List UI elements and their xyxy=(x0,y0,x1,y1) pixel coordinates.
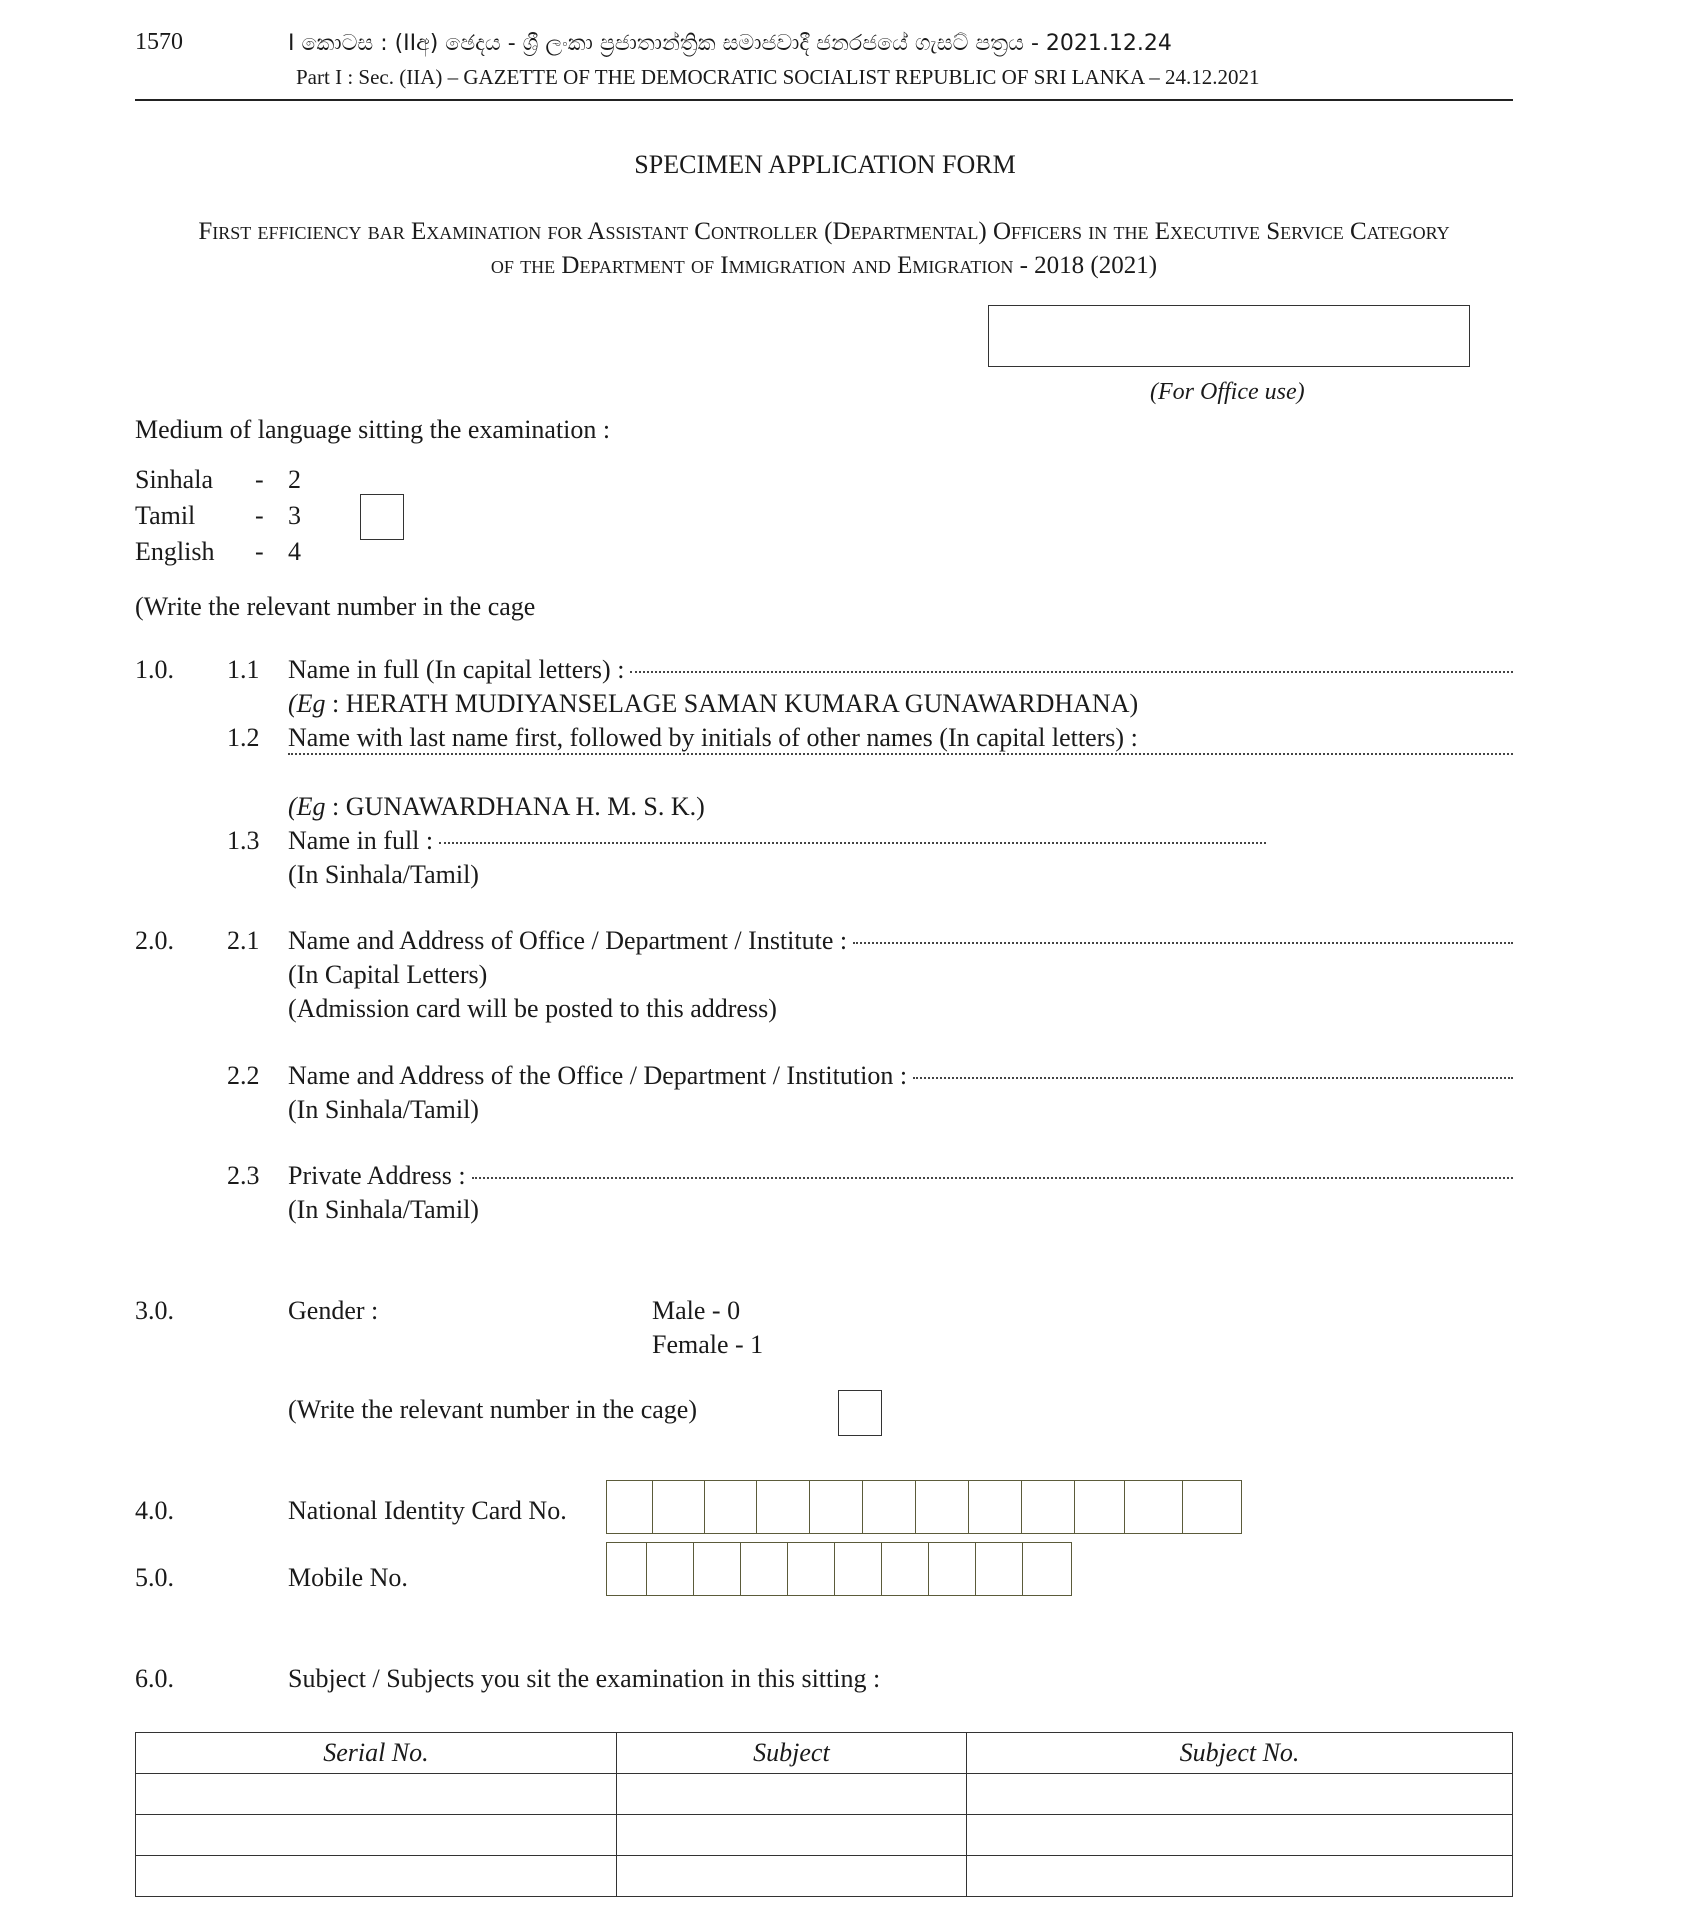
name-full-sinhala-field[interactable] xyxy=(288,826,1266,856)
mobile-cell[interactable] xyxy=(741,1543,788,1595)
dotted-line xyxy=(630,671,1513,673)
medium-option-dash: - xyxy=(255,537,264,566)
item-number: 2.3 xyxy=(227,1161,260,1190)
name-full-capitals-field[interactable] xyxy=(288,655,1513,685)
mobile-cell[interactable] xyxy=(929,1543,976,1595)
medium-option-code: 2 xyxy=(288,465,301,494)
section-number: 1.0. xyxy=(135,655,174,684)
medium-option-name: Sinhala xyxy=(135,465,213,494)
column-header-subject: Subject xyxy=(616,1733,966,1774)
nic-input-cells[interactable] xyxy=(606,1480,1242,1534)
medium-instruction: (Write the relevant number in the cage xyxy=(135,592,536,621)
item-number: 2.1 xyxy=(227,926,260,955)
header-english-line: Part I : Sec. (IIA) – GAZETTE OF THE DEMOCRATIC SOCIALIST REPUBLIC OF SRI LANKA – 24.12.2021 xyxy=(296,65,1260,89)
serial-no-cell[interactable] xyxy=(136,1774,617,1815)
gender-option-female: Female - 1 xyxy=(652,1330,764,1359)
medium-option-code: 4 xyxy=(288,537,301,566)
private-address-label: Private Address : xyxy=(288,1161,466,1190)
mobile-cell[interactable] xyxy=(647,1543,694,1595)
subjects-label: Subject / Subjects you sit the examination in this sitting : xyxy=(288,1664,881,1693)
private-address-field[interactable] xyxy=(288,1161,1513,1191)
mobile-cell[interactable] xyxy=(1023,1543,1071,1595)
nic-cell[interactable] xyxy=(705,1481,757,1533)
dotted-line xyxy=(853,942,1513,944)
note-text: (In Sinhala/Tamil) xyxy=(288,860,479,889)
item-number: 1.1 xyxy=(227,655,260,684)
column-header-subject-no: Subject No. xyxy=(967,1733,1513,1774)
office-use-label: (For Office use) xyxy=(1150,379,1305,405)
mobile-cell[interactable] xyxy=(788,1543,835,1595)
name-full-capitals-label: Name in full (In capital letters) : xyxy=(288,655,625,684)
serial-no-cell[interactable] xyxy=(136,1815,617,1856)
nic-cell[interactable] xyxy=(653,1481,705,1533)
mobile-cell[interactable] xyxy=(835,1543,882,1595)
form-subtitle-line1: First efficiency bar Examination for Assistant Controller (Departmental) Officers in the Executive Service Category xyxy=(198,218,1450,245)
dotted-line xyxy=(913,1077,1513,1079)
medium-label: Medium of language sitting the examination : xyxy=(135,415,611,444)
dotted-line xyxy=(439,842,1266,844)
dotted-line xyxy=(472,1177,1513,1179)
name-full-sinhala-label: Name in full : xyxy=(288,826,434,855)
nic-cell[interactable] xyxy=(607,1481,653,1533)
office-address-capitals-field[interactable] xyxy=(288,926,1513,956)
mobile-label: Mobile No. xyxy=(288,1563,408,1592)
section-number: 3.0. xyxy=(135,1296,174,1325)
nic-cell[interactable] xyxy=(757,1481,810,1533)
column-header-serial-no: Serial No. xyxy=(136,1733,617,1774)
subject-no-cell[interactable] xyxy=(967,1815,1513,1856)
medium-option-name: Tamil xyxy=(135,501,196,530)
table-row xyxy=(136,1774,1513,1815)
header-rule xyxy=(135,99,1513,101)
table-header-row xyxy=(136,1733,1513,1774)
gender-instruction: (Write the relevant number in the cage) xyxy=(288,1395,697,1424)
nic-cell[interactable] xyxy=(863,1481,916,1533)
office-use-box[interactable] xyxy=(988,305,1470,367)
medium-option-name: English xyxy=(135,537,215,566)
section-number: 2.0. xyxy=(135,926,174,955)
medium-cage[interactable] xyxy=(360,494,404,540)
nic-cell[interactable] xyxy=(810,1481,863,1533)
subject-cell[interactable] xyxy=(616,1815,966,1856)
item-number: 1.2 xyxy=(227,723,260,752)
table-row xyxy=(136,1856,1513,1897)
note-text: (In Capital Letters) xyxy=(288,960,488,989)
subject-no-cell[interactable] xyxy=(967,1774,1513,1815)
subject-cell[interactable] xyxy=(616,1774,966,1815)
mobile-cell[interactable] xyxy=(694,1543,741,1595)
office-address-sinhala-field[interactable] xyxy=(288,1061,1513,1091)
nic-cell[interactable] xyxy=(1125,1481,1183,1533)
gender-option-male: Male - 0 xyxy=(652,1296,741,1325)
form-subtitle-line2: of the Department of Immigration and Emigration - 2018 (2021) xyxy=(490,252,1158,279)
serial-no-cell[interactable] xyxy=(136,1856,617,1897)
page-number: 1570 xyxy=(135,29,183,55)
medium-option-dash: - xyxy=(255,501,264,530)
mobile-cell[interactable] xyxy=(976,1543,1023,1595)
dotted-line xyxy=(288,753,1513,755)
subject-no-cell[interactable] xyxy=(967,1856,1513,1897)
note-text: (Admission card will be posted to this address) xyxy=(288,994,777,1023)
nic-cell[interactable] xyxy=(1022,1481,1075,1533)
note-text: (In Sinhala/Tamil) xyxy=(288,1195,479,1224)
example-text: (Eg : HERATH MUDIYANSELAGE SAMAN KUMARA GUNAWARDHANA) xyxy=(288,689,1139,718)
header-sinhala-line: I කොටස : (IIඅ) ඡෙදය - ශ්‍රී ලංකා ප්‍රජාතාන්ත්‍රික සමාජවාදී ජනරජයේ ගැසට් පත්‍රය - 2021.12.24 xyxy=(288,31,1172,56)
note-text: (In Sinhala/Tamil) xyxy=(288,1095,479,1124)
gender-cage[interactable] xyxy=(838,1390,882,1436)
name-initials-field[interactable] xyxy=(282,758,1513,760)
nic-cell[interactable] xyxy=(969,1481,1022,1533)
nic-label: National Identity Card No. xyxy=(288,1496,567,1525)
mobile-input-cells[interactable] xyxy=(606,1542,1072,1596)
section-number: 6.0. xyxy=(135,1664,174,1693)
mobile-cell[interactable] xyxy=(607,1543,647,1595)
item-number: 1.3 xyxy=(227,826,260,855)
medium-option-dash: - xyxy=(255,465,264,494)
office-address-capitals-label: Name and Address of Office / Department / Institute : xyxy=(288,926,848,955)
mobile-cell[interactable] xyxy=(882,1543,929,1595)
subject-cell[interactable] xyxy=(616,1856,966,1897)
form-title: SPECIMEN APPLICATION FORM xyxy=(634,150,1016,179)
nic-cell[interactable] xyxy=(916,1481,969,1533)
table-row xyxy=(136,1815,1513,1856)
example-text: (Eg : GUNAWARDHANA H. M. S. K.) xyxy=(288,792,705,821)
gender-label: Gender : xyxy=(288,1296,379,1325)
medium-option-code: 3 xyxy=(288,501,301,530)
section-number: 4.0. xyxy=(135,1496,174,1525)
name-initials-label: Name with last name first, followed by initials of other names (In capital letters) : xyxy=(288,723,1138,752)
item-number: 2.2 xyxy=(227,1061,260,1090)
section-number: 5.0. xyxy=(135,1563,174,1592)
nic-cell[interactable] xyxy=(1075,1481,1125,1533)
office-address-sinhala-label: Name and Address of the Office / Department / Institution : xyxy=(288,1061,908,1090)
subjects-table xyxy=(135,1732,1513,1897)
nic-cell[interactable] xyxy=(1183,1481,1241,1533)
